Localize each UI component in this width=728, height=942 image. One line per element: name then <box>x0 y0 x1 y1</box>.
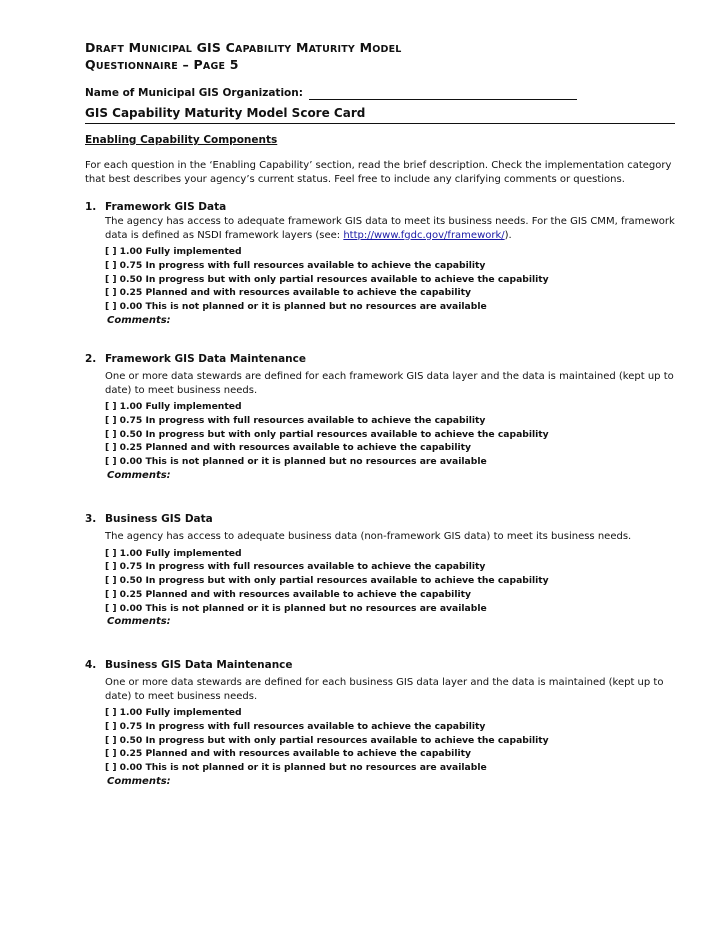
checkbox[interactable]: [ ] <box>105 762 117 774</box>
question-description: One or more data stewards are defined for each framework GIS data layer and the data is maintained (kept up to date) to meet business needs. <box>105 371 674 396</box>
comments-label: Comments: <box>107 469 171 481</box>
option-row[interactable]: [ ] 0.75 In progress with full resources available to achieve the capability <box>105 259 486 271</box>
organization-blank-line[interactable] <box>309 88 577 100</box>
organization-label: Name of Municipal GIS Organization: <box>85 87 303 99</box>
option-row[interactable]: [ ] 0.00 This is not planned or it is planned but no resources are available <box>105 762 487 774</box>
option-row[interactable]: [ ] 0.50 In progress but with only partial resources available to achieve the capability <box>105 273 549 285</box>
checkbox[interactable]: [ ] <box>105 414 117 426</box>
checkbox[interactable]: [ ] <box>105 246 117 257</box>
checkbox[interactable]: [ ] <box>105 575 117 587</box>
checkbox[interactable]: [ ] <box>105 734 117 746</box>
checkbox[interactable]: [ ] <box>105 259 117 271</box>
document-page <box>85 40 675 187</box>
checkbox[interactable]: [ ] <box>105 456 117 468</box>
document-title-line-2: QUESTIONNAIRE – PAGE 5 <box>85 57 239 72</box>
comments-label: Comments: <box>107 775 171 787</box>
checkbox[interactable]: [ ] <box>105 287 117 299</box>
option-row[interactable]: [ ] 0.75 In progress with full resources available to achieve the capability <box>105 561 486 573</box>
fgdc-framework-link[interactable]: http://www.fgdc.gov/framework/ <box>343 229 505 241</box>
question-2 <box>85 353 675 482</box>
option-row[interactable]: [ ] 0.50 In progress but with only partial resources available to achieve the capability <box>105 428 549 440</box>
option-row[interactable]: [ ] 0.00 This is not planned or it is planned but no resources are available <box>105 301 487 313</box>
option-row[interactable]: [ ] 0.50 In progress but with only partial resources available to achieve the capability <box>105 734 549 746</box>
checkbox[interactable]: [ ] <box>105 561 117 573</box>
options-list <box>105 547 675 616</box>
intro-paragraph: For each question in the ‘Enabling Capability’ section, read the brief description. Check the implementation category that best describes your agency’s current status. Feel free to include any clarifying comments or questions. <box>85 160 672 185</box>
checkbox[interactable]: [ ] <box>105 547 117 559</box>
checkbox[interactable]: [ ] <box>105 273 117 285</box>
organization-name-field <box>85 87 675 100</box>
question-3 <box>85 513 675 628</box>
option-row[interactable]: [ ] 0.25 Planned and with resources available to achieve the capability <box>105 748 472 760</box>
options-list <box>105 706 675 775</box>
option-row[interactable]: [ ] 0.00 This is not planned or it is planned but no resources are available <box>105 602 487 614</box>
question-title: 2. Framework GIS Data Maintenance <box>85 353 306 365</box>
checkbox[interactable]: [ ] <box>105 588 117 600</box>
document-title-line-1: DRAFT MUNICIPAL GIS CAPABILITY MATURITY MODEL <box>85 40 402 55</box>
question-4 <box>85 659 675 788</box>
option-row[interactable]: [ ] 1.00 Fully implemented <box>105 246 242 257</box>
option-row[interactable]: [ ] 0.50 In progress but with only partial resources available to achieve the capability <box>105 575 549 587</box>
option-row[interactable]: [ ] 0.25 Planned and with resources available to achieve the capability <box>105 588 472 600</box>
option-row[interactable]: [ ] 0.25 Planned and with resources available to achieve the capability <box>105 442 472 454</box>
comments-label: Comments: <box>107 314 171 326</box>
checkbox[interactable]: [ ] <box>105 428 117 440</box>
checkbox[interactable]: [ ] <box>105 442 117 454</box>
option-row[interactable]: [ ] 1.00 Fully implemented <box>105 401 242 412</box>
question-title: 4. Business GIS Data Maintenance <box>85 659 293 671</box>
question-title: 3. Business GIS Data <box>85 513 213 525</box>
checkbox[interactable]: [ ] <box>105 707 117 718</box>
option-row[interactable]: [ ] 0.00 This is not planned or it is planned but no resources are available <box>105 456 487 468</box>
question-description: The agency has access to adequate framework GIS data to meet its business needs. For the GIS CMM, framework data is defined as NSDI framework layers (see: http://www.fgdc.gov/framework/). <box>105 216 675 241</box>
options-list <box>105 245 675 314</box>
option-row[interactable]: [ ] 0.75 In progress with full resources available to achieve the capability <box>105 720 486 732</box>
question-title: 1. Framework GIS Data <box>85 201 227 213</box>
option-row[interactable]: [ ] 0.25 Planned and with resources available to achieve the capability <box>105 287 472 299</box>
checkbox[interactable]: [ ] <box>105 748 117 760</box>
checkbox[interactable]: [ ] <box>105 602 117 614</box>
scorecard-title: GIS Capability Maturity Model Score Card <box>85 106 675 124</box>
checkbox[interactable]: [ ] <box>105 401 117 412</box>
option-row[interactable]: [ ] 0.75 In progress with full resources available to achieve the capability <box>105 414 486 426</box>
checkbox[interactable]: [ ] <box>105 720 117 732</box>
question-1 <box>85 201 675 327</box>
question-description: One or more data stewards are defined for each business GIS data layer and the data is maintained (kept up to date) to meet business needs. <box>105 677 664 702</box>
question-description: The agency has access to adequate business data (non-framework GIS data) to meet its business needs. <box>105 531 632 542</box>
section-title: Enabling Capability Components <box>85 134 278 146</box>
comments-label: Comments: <box>107 616 171 628</box>
options-list <box>105 400 675 469</box>
option-row[interactable]: [ ] 1.00 Fully implemented <box>105 707 242 718</box>
checkbox[interactable]: [ ] <box>105 301 117 313</box>
option-row[interactable]: [ ] 1.00 Fully implemented <box>105 547 242 559</box>
